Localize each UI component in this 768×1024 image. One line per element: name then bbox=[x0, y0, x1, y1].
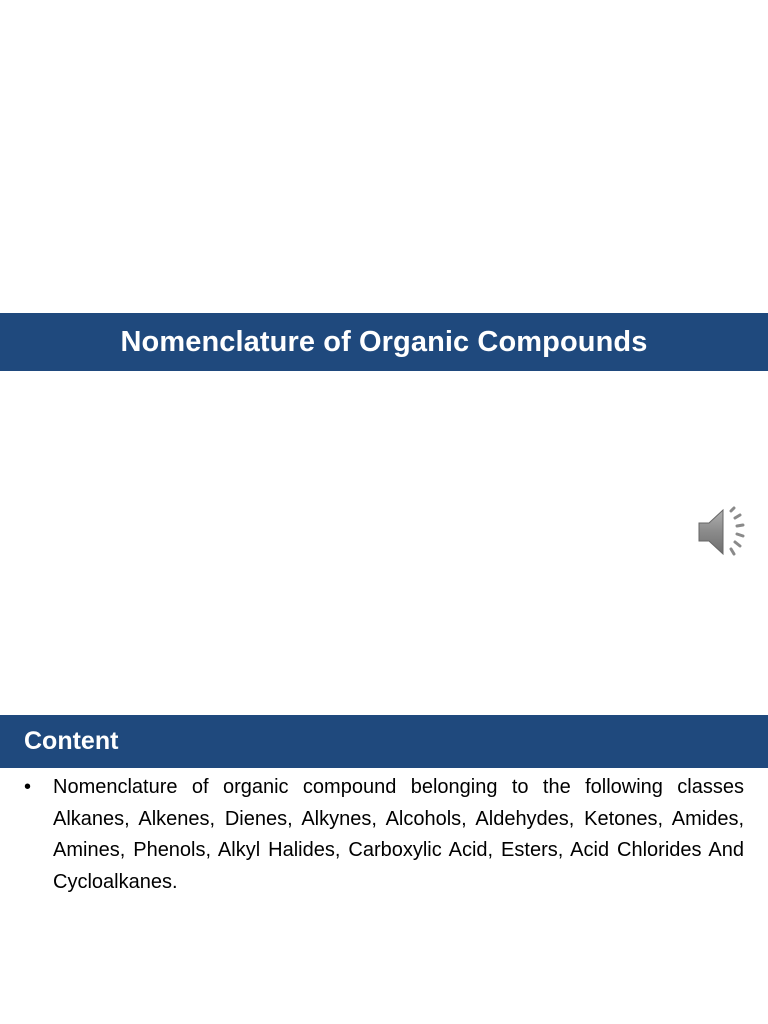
slide-title: Nomenclature of Organic Compounds bbox=[120, 325, 648, 358]
list-item bbox=[24, 772, 744, 898]
bullet-point-icon: • bbox=[24, 776, 32, 798]
content-bullet-list bbox=[24, 772, 744, 898]
speaker-audio-icon-graphic bbox=[696, 505, 752, 559]
content-header-banner bbox=[0, 715, 768, 768]
content-heading: Content bbox=[24, 727, 119, 755]
speaker-audio-icon[interactable] bbox=[696, 505, 752, 559]
bullet-text: Nomenclature of organic compound belonging to the following classes Alkanes, Alkenes, Dienes, Alkynes, Alcohols, Aldehydes, Ketones, Amides, Amines, Phenols, Alkyl Halides, Carboxylic Acid, Esters, Acid Chlorides And Cycloalkanes. bbox=[53, 776, 744, 893]
title-banner bbox=[0, 313, 768, 371]
